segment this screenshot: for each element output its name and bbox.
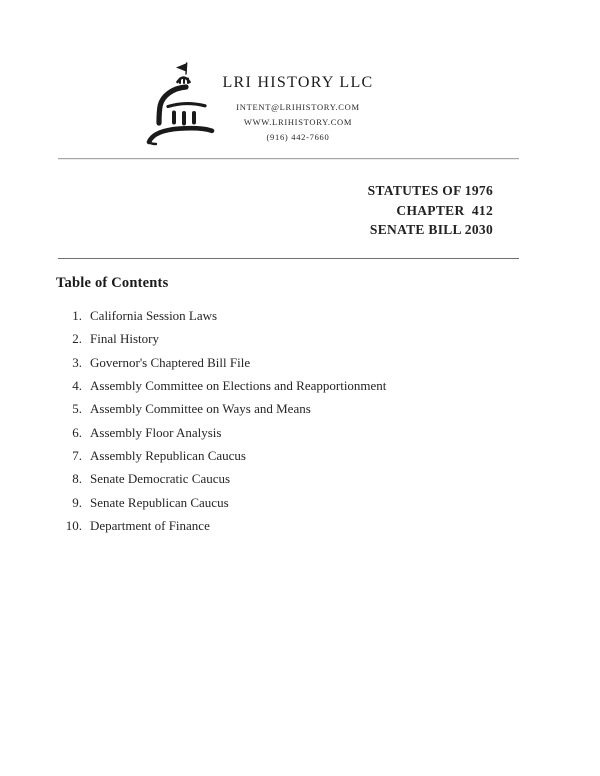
toc-item-number: 6. [72,424,82,440]
toc-item [56,397,516,420]
toc-item-number: 7. [72,448,82,464]
toc-item-number: 8. [72,471,82,487]
toc-item-label: Senate Republican Caucus [90,494,229,510]
toc-item-number: 5. [72,401,82,417]
toc-item-label: Governor's Chaptered Bill File [90,354,251,370]
toc-item-label: Department of Finance [90,518,210,534]
toc-item-number: 9. [72,494,82,510]
toc-item [56,304,516,327]
toc-item-label: Assembly Committee on Ways and Means [90,401,311,417]
toc-item [56,374,516,397]
toc-item-number: 1. [72,308,82,323]
contact-email: INTENT@LRIHISTORY.COM [236,102,360,112]
company-name: LRI HISTORY LLC [222,74,374,91]
divider-top [58,158,519,160]
toc-item [56,351,516,374]
toc-item-number: 3. [72,354,82,370]
toc-item-label: Assembly Floor Analysis [90,424,222,440]
toc-item [56,421,516,444]
chapter-line: CHAPTER 412 [396,202,493,218]
toc-item [56,327,516,350]
toc-item-label: Assembly Republican Caucus [90,448,246,464]
contact-website: WWW.LRIHISTORY.COM [243,117,353,127]
toc-item-number: 10. [65,518,82,534]
toc-item-number: 2. [72,331,82,347]
toc-item-label: Senate Democratic Caucus [90,471,231,487]
toc-item-number: 4. [72,378,82,394]
toc-item [56,514,516,537]
toc-item-label: California Session Laws [90,308,218,323]
toc-item-label: Final History [90,331,159,347]
letterhead [0,74,596,145]
bill-reference-block [368,181,493,240]
divider-bottom [58,258,519,259]
contact-block [0,100,596,145]
toc-item-label: Assembly Committee on Elections and Reapportionment [90,378,387,394]
senate-bill-line: SENATE BILL 2030 [369,222,493,238]
contact-phone: (916) 442-7660 [266,132,330,142]
toc-list [56,304,516,537]
toc-item [56,444,516,467]
toc-item [56,467,516,490]
toc-heading: Table of Contents [56,275,169,291]
toc-item [56,491,516,514]
statutes-line: STATUTES OF 1976 [367,183,493,198]
logo-flag [176,63,187,72]
